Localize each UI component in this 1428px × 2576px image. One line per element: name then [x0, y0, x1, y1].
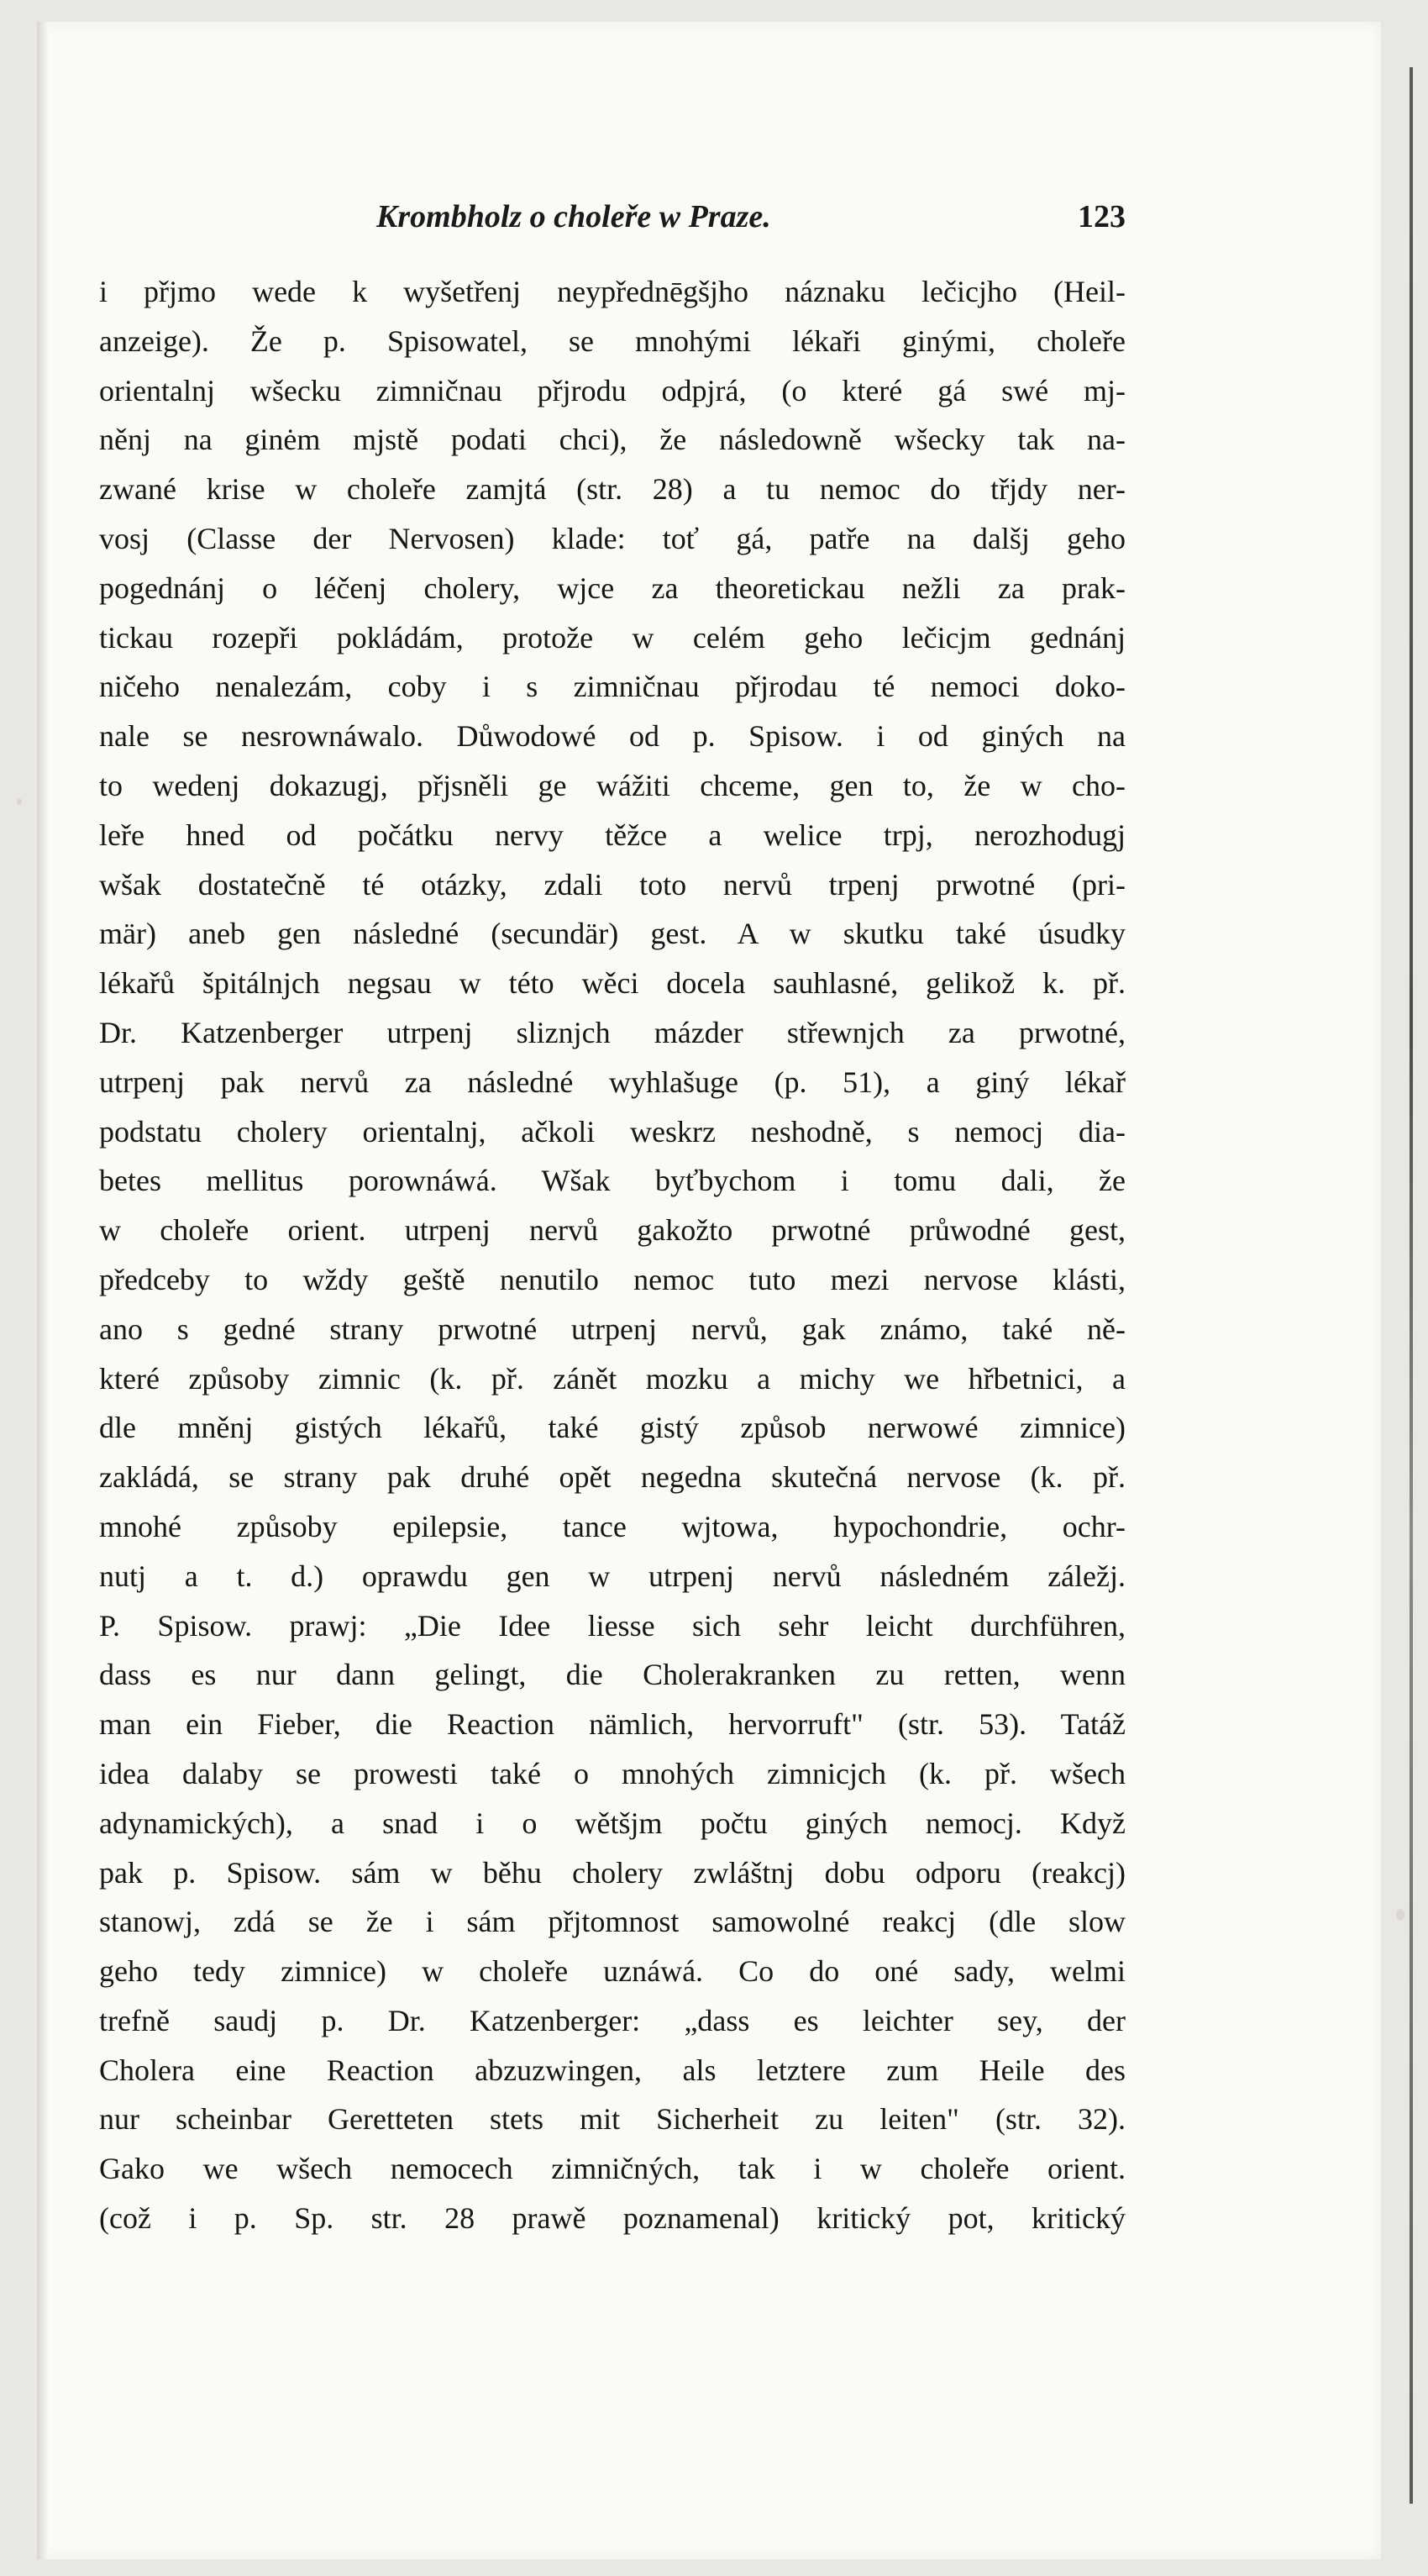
- text-line: adynamických), a snad i o wětšjm počtu giných nemocj. Když: [99, 1806, 1126, 1840]
- page-gutter-shadow: [37, 22, 49, 2559]
- text-line: man ein Fieber, die Reaction nämlich, hervorruft" (str. 53). Tatáž: [99, 1707, 1126, 1742]
- ink-smudge: [17, 798, 22, 805]
- text-line: betes mellitus porownáwá. Wšak byťbychom i tomu dali, že: [99, 1164, 1126, 1198]
- text-line: nur scheinbar Geretteten stets mit Sicherheit zu leiten" (str. 32).: [99, 2102, 1126, 2137]
- page-edge-shadow: [1410, 67, 1413, 2504]
- text-line: leře hned od počátku nervy těžce a welice trpj, nerozhodugj: [99, 817, 1126, 852]
- text-line: zakládá, se strany pak druhé opět negedna skutečná nervose (k. př.: [99, 1460, 1126, 1495]
- ink-smudge: [1396, 1909, 1404, 1921]
- text-line: ano s gedné strany prwotné utrpenj nervů, gak známo, také ně-: [99, 1312, 1126, 1346]
- text-line: mär) aneb gen následné (secundär) gest. A w skutku také úsudky: [99, 917, 1126, 951]
- text-line: idea dalaby se prowesti také o mnohých zimnicjch (k. př. wšech: [99, 1756, 1126, 1790]
- text-line: ničeho nenalezám, coby i s zimničnau přjrodau té nemoci doko-: [99, 670, 1126, 704]
- text-line: mnohé způsoby epilepsie, tance wjtowa, hypochondrie, ochr-: [99, 1509, 1126, 1543]
- text-line: vosj (Classe der Nervosen) klade: toť gá, patře na dalšj geho: [99, 521, 1126, 555]
- text-line: wšak dostatečně té otázky, zdali toto nervů trpenj prwotné (pri-: [99, 867, 1126, 902]
- text-line: to wedenj dokazugj, přjsněli ge wážiti chceme, gen to, že w cho-: [99, 768, 1126, 802]
- text-line: zwané krise w choleře zamjtá (str. 28) a tu nemoc do třjdy ner-: [99, 472, 1126, 507]
- text-line: Dr. Katzenberger utrpenj sliznjch mázder střewnjch za prwotné,: [99, 1015, 1126, 1049]
- text-line: podstatu cholery orientalnj, ačkoli weskrz neshodně, s nemocj dia-: [99, 1114, 1126, 1149]
- text-line: stanowj, zdá se že i sám přjtomnost samowolné reakcj (dle slow: [99, 1905, 1126, 1939]
- text-line: něnj na ginėm mjstě podati chci), že následowně wšecky tak na-: [99, 423, 1126, 457]
- page-header: [99, 198, 1126, 245]
- text-line: P. Spisow. prawj: „Die Idee liesse sich sehr leicht durchführen,: [99, 1608, 1126, 1643]
- text-line: utrpenj pak nervů za následné wyhlašuge (p. 51), a giný lékař: [99, 1065, 1126, 1099]
- text-line: nale se nesrownáwalo. Důwodowé od p. Spisow. i od giných na: [99, 719, 1126, 754]
- text-line: pogednánj o léčenj cholery, wjce za theoretickau nežli za prak-: [99, 570, 1126, 605]
- text-line: orientalnj wšecku zimničnau přjrodu odpjrá, (o které gá swé mj-: [99, 373, 1126, 407]
- text-line: anzeige). Že p. Spisowatel, se mnohými lékaři ginými, choleře: [99, 323, 1126, 358]
- page-number: 123: [1078, 199, 1126, 234]
- text-line: Cholera eine Reaction abzuzwingen, als letztere zum Heile des: [99, 2053, 1126, 2087]
- text-line: nutj a t. d.) oprawdu gen w utrpenj nervů následném záležj.: [99, 1559, 1126, 1593]
- text-line: dass es nur dann gelingt, die Cholerakranken zu retten, wenn: [99, 1658, 1126, 1692]
- text-line: které způsoby zimnic (k. př. zánět mozku a michy we hřbetnici, a: [99, 1361, 1126, 1396]
- text-line: trefně saudj p. Dr. Katzenberger: „dass es leichter sey, der: [99, 2003, 1126, 2037]
- body-text: [99, 267, 1126, 2243]
- text-line: geho tedy zimnice) w choleře uznáwá. Co do oné sady, welmi: [99, 1954, 1126, 1989]
- text-line: dle mněnj gistých lékařů, také gistý způsob nerwowé zimnice): [99, 1411, 1126, 1445]
- text-line: (což i p. Sp. str. 28 prawě poznamenal) kritický pot, kritický: [99, 2201, 1126, 2236]
- running-title: Krombholz o choleře w Praze.: [376, 199, 771, 234]
- text-line: Gako we wšech nemocech zimničných, tak i w choleře orient.: [99, 2152, 1126, 2186]
- text-line: i přjmo wede k wyšetřenj neypřednēgšjho náznaku lečicjho (Heil-: [99, 275, 1126, 308]
- text-line: pak p. Spisow. sám w běhu cholery zwláštnj dobu odporu (reakcj): [99, 1855, 1126, 1890]
- text-line: lékařů špitálnjch negsau w této wěci docela sauhlasné, gelikož k. př.: [99, 966, 1126, 1001]
- text-line: předceby to wždy geště nenutilo nemoc tuto mezi nervose klásti,: [99, 1262, 1126, 1296]
- text-line: tickau rozepři pokládám, protože w celém geho lečicjm gednánj: [99, 620, 1126, 655]
- text-line: w choleře orient. utrpenj nervů gakožto prwotné průwodné gest,: [99, 1213, 1126, 1248]
